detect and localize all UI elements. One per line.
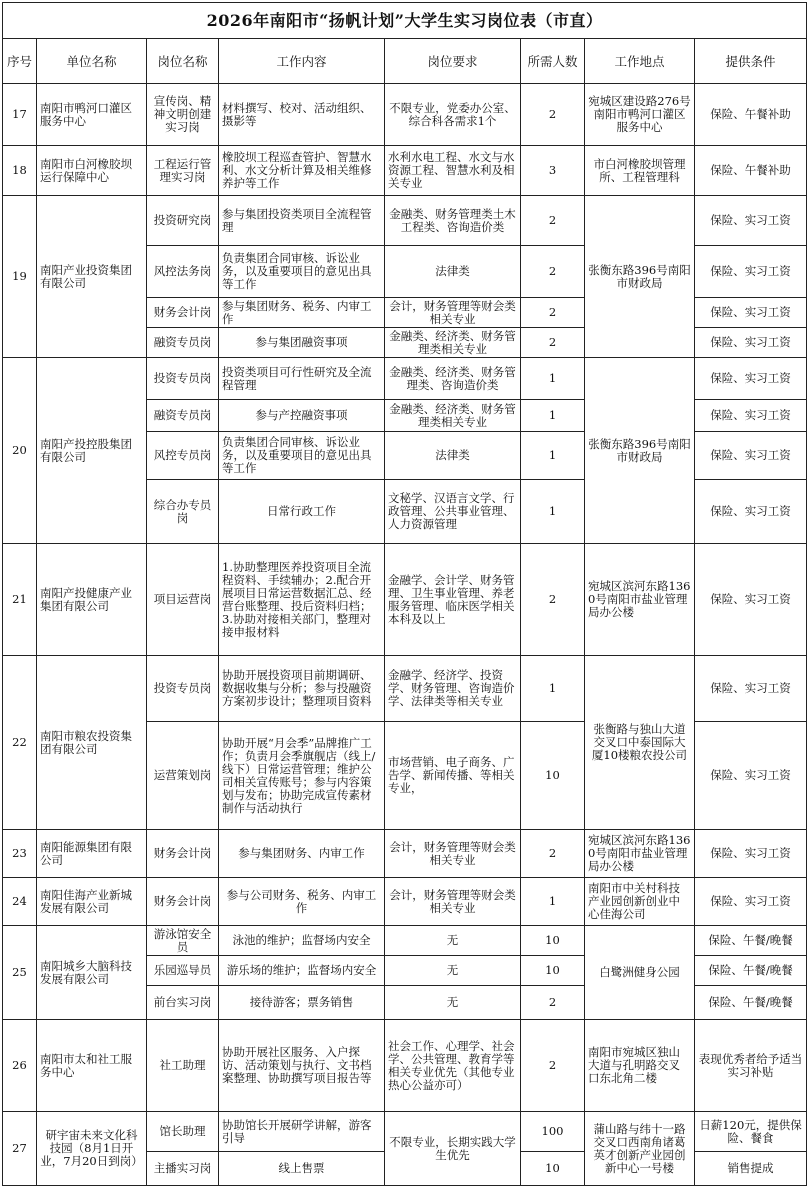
work-location: 蒲山路与纬十一路交叉口西南角诸葛英才创新产业园创新中心一号楼 bbox=[585, 1112, 695, 1186]
work-location: 南阳市宛城区独山大道与孔明路交叉口东北角二楼 bbox=[585, 1020, 695, 1112]
unit-name: 南阳佳海产业新城发展有限公司 bbox=[37, 878, 147, 926]
post-name: 财务会计岗 bbox=[147, 298, 219, 328]
header-cell: 工作内容 bbox=[219, 39, 385, 84]
headcount: 2 bbox=[521, 246, 585, 298]
work-content: 协助馆长开展研学讲解，游客引导 bbox=[219, 1112, 385, 1152]
work-content: 日常行政工作 bbox=[219, 480, 385, 544]
work-content: 参与公司财务、税务、内审工作 bbox=[219, 878, 385, 926]
header-cell: 岗位名称 bbox=[147, 39, 219, 84]
requirements: 会计，财务管理等财会类相关专业 bbox=[385, 298, 521, 328]
table-title: 2026年南阳市“扬帆计划”大学生实习岗位表（市直） bbox=[3, 3, 807, 39]
requirements: 无 bbox=[385, 986, 521, 1020]
requirements: 不限专业，党委办公室、综合科各需求1个 bbox=[385, 84, 521, 146]
work-content: 参与集团财务、税务、内审工作 bbox=[219, 298, 385, 328]
headcount: 2 bbox=[521, 544, 585, 656]
headcount: 1 bbox=[521, 432, 585, 480]
headcount: 2 bbox=[521, 196, 585, 246]
work-content: 1.协助整理医养投资项目全流程资料、手续辅办；2.配合开展项目日常运营数据汇总、经营台账整理、投后资料归档；3.协助对接相关部门，整理对接申报材料 bbox=[219, 544, 385, 656]
header-cell: 单位名称 bbox=[37, 39, 147, 84]
unit-name: 南阳产业投资集团有限公司 bbox=[37, 196, 147, 358]
work-content: 泳池的维护；监督场内安全 bbox=[219, 926, 385, 956]
headcount: 100 bbox=[521, 1112, 585, 1152]
benefits: 保险、实习工资 bbox=[695, 246, 807, 298]
post-name: 投资专员岗 bbox=[147, 656, 219, 722]
internship-table bbox=[2, 2, 807, 1186]
work-content: 负责集团合同审核、诉讼业务，以及重要项目的意见出具等工作 bbox=[219, 246, 385, 298]
requirements: 法律类 bbox=[385, 246, 521, 298]
post-name: 融资专员岗 bbox=[147, 400, 219, 432]
unit-name: 南阳市鸭河口灌区服务中心 bbox=[37, 84, 147, 146]
requirements: 水利水电工程、水文与水资源工程、智慧水利及相关专业 bbox=[385, 146, 521, 196]
benefits: 保险、午餐/晚餐 bbox=[695, 926, 807, 956]
headcount: 1 bbox=[521, 480, 585, 544]
work-content: 协助开展社区服务、入户探访、活动策划与执行、文书档案整理、协助撰写项目报告等 bbox=[219, 1020, 385, 1112]
unit-name: 研宇宙未来文化科技园（8月1日开业，7月20日到岗） bbox=[37, 1112, 147, 1186]
benefits: 保险、实习工资 bbox=[695, 878, 807, 926]
work-location: 市白河橡胶坝管理所、工程管理科 bbox=[585, 146, 695, 196]
headcount: 2 bbox=[521, 1020, 585, 1112]
requirements: 无 bbox=[385, 956, 521, 986]
requirements: 金融类、经济类、财务管理类、咨询造价类 bbox=[385, 358, 521, 400]
row-number: 26 bbox=[3, 1020, 37, 1112]
headcount: 3 bbox=[521, 146, 585, 196]
work-content: 协助开展投资项目前期调研、数据收集与分析；参与投融资方案初步设计；整理项目资料 bbox=[219, 656, 385, 722]
headcount: 1 bbox=[521, 400, 585, 432]
benefits: 保险、实习工资 bbox=[695, 196, 807, 246]
row-number: 17 bbox=[3, 84, 37, 146]
requirements: 金融学、经济学、投资学、财务管理、咨询造价学、法律类等相关专业 bbox=[385, 656, 521, 722]
headcount: 2 bbox=[521, 298, 585, 328]
table-row bbox=[3, 358, 807, 400]
requirements: 文秘学、汉语言文学、行政管理、公共事业管理、人力资源管理 bbox=[385, 480, 521, 544]
row-number: 19 bbox=[3, 196, 37, 358]
row-number: 18 bbox=[3, 146, 37, 196]
work-content: 参与集团财务、内审工作 bbox=[219, 830, 385, 878]
headcount: 1 bbox=[521, 656, 585, 722]
headcount: 10 bbox=[521, 956, 585, 986]
work-content: 接待游客；票务销售 bbox=[219, 986, 385, 1020]
header-cell: 工作地点 bbox=[585, 39, 695, 84]
work-location: 宛城区建设路276号南阳市鸭河口灌区服务中心 bbox=[585, 84, 695, 146]
requirements: 社会工作、心理学、社会学、公共管理、教育学等相关专业优先（其他专业热心公益亦可） bbox=[385, 1020, 521, 1112]
work-location: 宛城区滨河东路1360号南阳市盐业管理局办公楼 bbox=[585, 544, 695, 656]
requirements: 会计，财务管理等财会类相关专业 bbox=[385, 878, 521, 926]
requirements: 不限专业，长期实践大学生优先 bbox=[385, 1112, 521, 1186]
benefits: 保险、午餐/晚餐 bbox=[695, 956, 807, 986]
table-row bbox=[3, 878, 807, 926]
headcount: 2 bbox=[521, 986, 585, 1020]
work-content: 参与集团投资类项目全流程管理 bbox=[219, 196, 385, 246]
post-name: 游泳馆安全员 bbox=[147, 926, 219, 956]
post-name: 工程运行管理实习岗 bbox=[147, 146, 219, 196]
work-content: 负责集团合同审核、诉讼业务，以及重要项目的意见出具等工作 bbox=[219, 432, 385, 480]
post-name: 主播实习岗 bbox=[147, 1152, 219, 1186]
table-row bbox=[3, 1112, 807, 1152]
post-name: 项目运营岗 bbox=[147, 544, 219, 656]
work-content: 协助开展“月会季”品牌推广工作；负责月会季旗舰店（线上/线下）日常运营管理；维护公司相关宣传账号；参与内容策划与发布；协助完成宣传素材制作与活动执行 bbox=[219, 722, 385, 830]
row-number: 24 bbox=[3, 878, 37, 926]
header-cell: 提供条件 bbox=[695, 39, 807, 84]
post-name: 宣传岗、精神文明创建实习岗 bbox=[147, 84, 219, 146]
post-name: 乐园巡导员 bbox=[147, 956, 219, 986]
benefits: 保险、实习工资 bbox=[695, 544, 807, 656]
table-row bbox=[3, 830, 807, 878]
post-name: 投资专员岗 bbox=[147, 358, 219, 400]
headcount: 10 bbox=[521, 926, 585, 956]
work-content: 参与集团融资事项 bbox=[219, 328, 385, 358]
requirements: 金融类、经济类、财务管理类相关专业 bbox=[385, 400, 521, 432]
headcount: 2 bbox=[521, 84, 585, 146]
benefits: 保险、午餐/晚餐 bbox=[695, 986, 807, 1020]
requirements: 无 bbox=[385, 926, 521, 956]
unit-name: 南阳城乡大脑科技发展有限公司 bbox=[37, 926, 147, 1020]
header-cell: 岗位要求 bbox=[385, 39, 521, 84]
table-row bbox=[3, 84, 807, 146]
requirements: 金融类、财务管理类土木工程类、咨询造价类 bbox=[385, 196, 521, 246]
headcount: 10 bbox=[521, 722, 585, 830]
unit-name: 南阳产投控股集团有限公司 bbox=[37, 358, 147, 544]
work-location: 南阳市中关村科技产业园创新创业中心佳海公司 bbox=[585, 878, 695, 926]
headcount: 2 bbox=[521, 328, 585, 358]
row-number: 23 bbox=[3, 830, 37, 878]
row-number: 25 bbox=[3, 926, 37, 1020]
work-location: 张衡路与独山大道交叉口中泰国际大厦10楼粮农投公司 bbox=[585, 656, 695, 830]
work-content: 参与产控融资事项 bbox=[219, 400, 385, 432]
work-content: 材料撰写、校对、活动组织、摄影等 bbox=[219, 84, 385, 146]
post-name: 馆长助理 bbox=[147, 1112, 219, 1152]
job-table-page bbox=[2, 2, 806, 1198]
row-number: 21 bbox=[3, 544, 37, 656]
unit-name: 南阳市白河橡胶坝运行保障中心 bbox=[37, 146, 147, 196]
post-name: 风控法务岗 bbox=[147, 246, 219, 298]
benefits: 保险、实习工资 bbox=[695, 656, 807, 722]
requirements: 金融学、会计学、财务管理、卫生事业管理、养老服务管理、临床医学相关本科及以上 bbox=[385, 544, 521, 656]
table-row bbox=[3, 926, 807, 956]
post-name: 风控专员岗 bbox=[147, 432, 219, 480]
headcount: 2 bbox=[521, 830, 585, 878]
table-row bbox=[3, 544, 807, 656]
table-row bbox=[3, 1020, 807, 1112]
unit-name: 南阳市太和社工服务中心 bbox=[37, 1020, 147, 1112]
header-cell: 所需人数 bbox=[521, 39, 585, 84]
benefits: 保险、实习工资 bbox=[695, 722, 807, 830]
benefits: 保险、午餐补助 bbox=[695, 84, 807, 146]
headcount: 1 bbox=[521, 878, 585, 926]
unit-name: 南阳市粮农投资集团有限公司 bbox=[37, 656, 147, 830]
work-content: 线上售票 bbox=[219, 1152, 385, 1186]
work-location: 张衡东路396号南阳市财政局 bbox=[585, 358, 695, 544]
headcount: 10 bbox=[521, 1152, 585, 1186]
benefits: 保险、实习工资 bbox=[695, 830, 807, 878]
benefits: 保险、实习工资 bbox=[695, 328, 807, 358]
benefits: 日薪120元，提供保险、餐食 bbox=[695, 1112, 807, 1152]
table-row bbox=[3, 196, 807, 246]
table-row bbox=[3, 656, 807, 722]
post-name: 运营策划岗 bbox=[147, 722, 219, 830]
unit-name: 南阳能源集团有限公司 bbox=[37, 830, 147, 878]
requirements: 金融类、经济类、财务管理类相关专业 bbox=[385, 328, 521, 358]
post-name: 财务会计岗 bbox=[147, 830, 219, 878]
benefits: 保险、实习工资 bbox=[695, 400, 807, 432]
requirements: 会计，财务管理等财会类相关专业 bbox=[385, 830, 521, 878]
benefits: 表现优秀者给予适当实习补贴 bbox=[695, 1020, 807, 1112]
post-name: 社工助理 bbox=[147, 1020, 219, 1112]
benefits: 保险、午餐补助 bbox=[695, 146, 807, 196]
work-content: 游乐场的维护；监督场内安全 bbox=[219, 956, 385, 986]
benefits: 保险、实习工资 bbox=[695, 432, 807, 480]
headcount: 1 bbox=[521, 358, 585, 400]
row-number: 20 bbox=[3, 358, 37, 544]
work-location: 白鹭洲健身公园 bbox=[585, 926, 695, 1020]
unit-name: 南阳产投健康产业集团有限公司 bbox=[37, 544, 147, 656]
requirements: 法律类 bbox=[385, 432, 521, 480]
header-cell: 序号 bbox=[3, 39, 37, 84]
benefits: 销售提成 bbox=[695, 1152, 807, 1186]
benefits: 保险、实习工资 bbox=[695, 298, 807, 328]
row-number: 27 bbox=[3, 1112, 37, 1186]
requirements: 市场营销、电子商务、广告学、新闻传播、等相关专业， bbox=[385, 722, 521, 830]
table-row bbox=[3, 146, 807, 196]
work-location: 宛城区滨河东路1360号南阳市盐业管理局办公楼 bbox=[585, 830, 695, 878]
row-number: 22 bbox=[3, 656, 37, 830]
post-name: 融资专员岗 bbox=[147, 328, 219, 358]
benefits: 保险、实习工资 bbox=[695, 480, 807, 544]
post-name: 前台实习岗 bbox=[147, 986, 219, 1020]
work-location: 张衡东路396号南阳市财政局 bbox=[585, 196, 695, 358]
header-row bbox=[3, 39, 807, 84]
work-content: 投资类项目可行性研究及全流程管理 bbox=[219, 358, 385, 400]
benefits: 保险、实习工资 bbox=[695, 358, 807, 400]
post-name: 综合办专员岗 bbox=[147, 480, 219, 544]
post-name: 财务会计岗 bbox=[147, 878, 219, 926]
work-content: 橡胶坝工程巡查管护、智慧水利、水文分析计算及相关维修养护等工作 bbox=[219, 146, 385, 196]
post-name: 投资研究岗 bbox=[147, 196, 219, 246]
